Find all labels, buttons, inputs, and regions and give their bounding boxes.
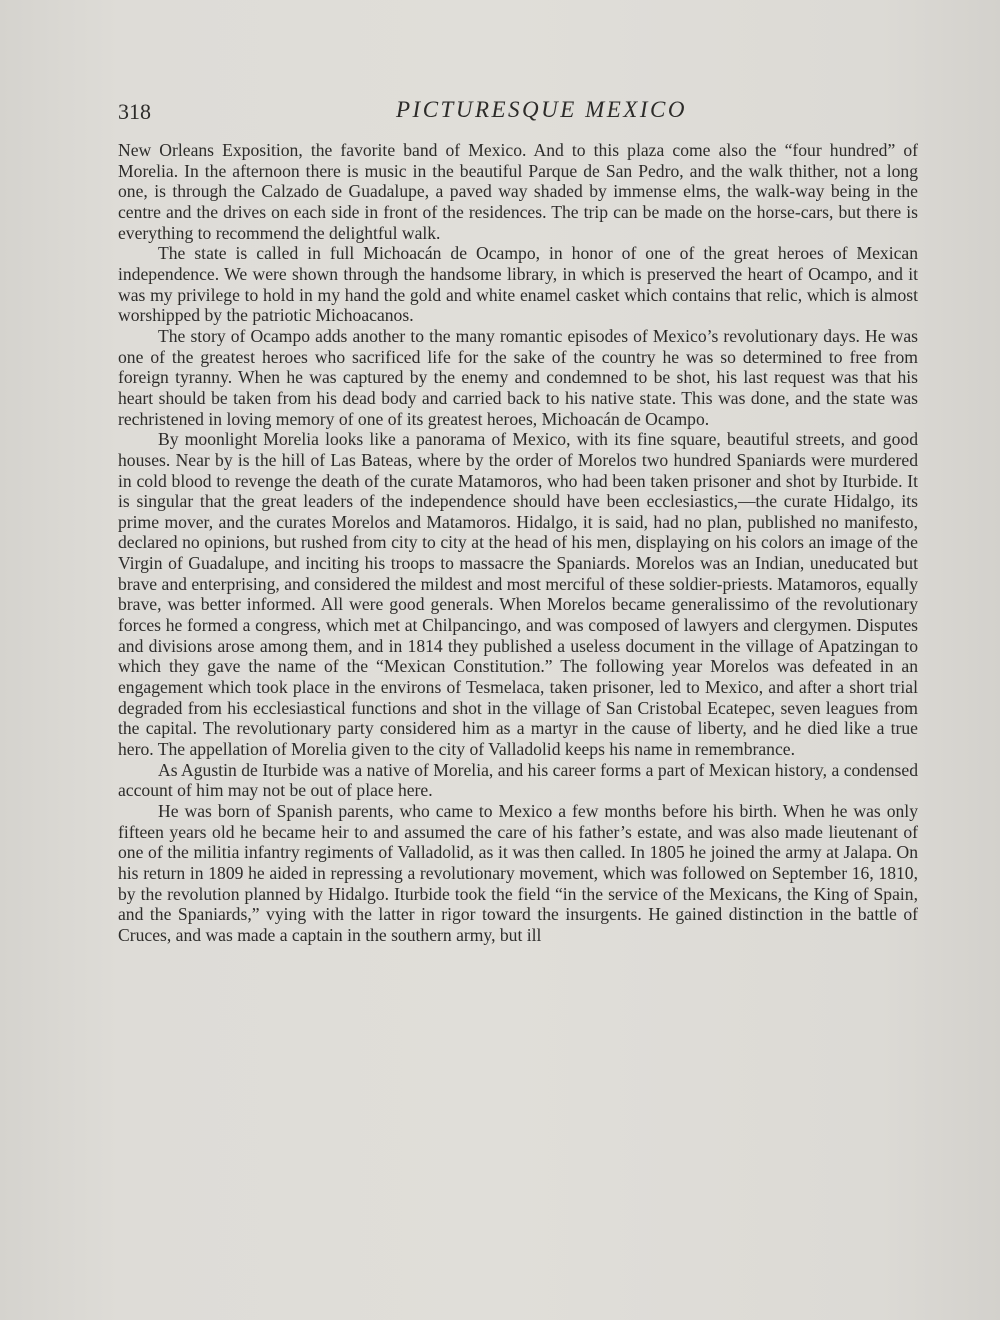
running-head [118, 95, 918, 129]
paragraph-michoacan-name: The state is called in full Michoacán de Ocampo, in honor of one of the great heroes of Mexican independence. We were shown through the handsome library, in which is preserved the heart of Ocampo, and it was my privilege to hold in my hand the gold and white enamel casket which contains that relic, which is almost worshipped by the patriotic Michoacanos. [118, 243, 918, 326]
page-number: 318 [118, 99, 151, 124]
paragraph-ocampo-story: The story of Ocampo adds another to the many romantic episodes of Mexico’s revolutionary days. He was one of the greatest heroes who sacrificed life for the sake of the country he was so determined to free from foreign tyranny. When he was captured by the enemy and condemned to be shot, his last request was that his heart should be taken from his dead body and carried back to his native state. This was done, and the state was rechristened in loving memory of one of its greatest heroes, Michoacán de Ocampo. [118, 325, 918, 429]
paragraph-iturbide-career: He was born of Spanish parents, who came to Mexico a few months before his birth. When he was only fifteen years old he became heir to and assumed the care of his father’s estate, and was also made lieutenant of one of the militia infantry regiments of Valladolid, as it was then called. In 1805 he joined the army at Jalapa. On his return in 1809 he aided in repressing a revolutionary movement, which was followed on September 16, 1810, by the revolution planned by Hidalgo. Iturbide took the field “in the service of the Mexicans, the King of Spain, and the Spaniards,” vying with the latter in rigor toward the insurgents. He gained distinction in the battle of Cruces, and was made a captain in the southern army, but ill [118, 801, 918, 945]
running-title: PICTURESQUE MEXICO [396, 97, 687, 122]
paragraph-continued: New Orleans Exposition, the favorite band of Mexico. And to this plaza come also the “four hundred” of Morelia. In the afternoon there is music in the beautiful Parque de San Pedro, and the walk thither, not a long one, is through the Calzado de Guadalupe, a paved way shaded by immense elms, the walk-way being in the centre and the drives on each side in front of the residences. The trip can be made on the horse-cars, but there is everything to recommend the delightful walk. [118, 140, 918, 243]
paragraph-morelia-moonlight: By moonlight Morelia looks like a panorama of Mexico, with its fine square, beautiful streets, and good houses. Near by is the hill of Las Bateas, where by the order of Morelos two hundred Spaniards were murdered in cold blood to revenge the death of the curate Matamoros, who had been taken prisoner and shot by Iturbide. It is singular that the great leaders of the independence should have been ecclesiastics,—the curate Hidalgo, its prime mover, and the curates Morelos and Matamoros. Hidalgo, it is said, had no plan, published no manifesto, declared no opinions, but rushed from city to city at the head of his men, displaying on his colors an image of the Virgin of Guadalupe, and inciting his troops to massacre the Spaniards. Morelos was an Indian, uneducated but brave and enterprising, and considered the mildest and most merciful of these soldier-priests. Matamoros, equally brave, was better informed. All were good generals. When Morelos became generalissimo of the revolutionary forces he formed a congress, which met at Chilpancingo, and was composed of lawyers and clergymen. Disputes and divisions arose among them, and in 1814 they published a useless document in the village of Apatzingan to which they gave the name of the “Mexican Constitution.” The following year Morelos was defeated in an engagement which took place in the environs of Tesmelaca, taken prisoner, led to Mexico, and after a short trial degraded from his ecclesiastical functions and shot in the village of San Cristobal Ecatepec, seven leagues from the capital. The revolutionary party considered him as a martyr in the cause of liberty, and he died like a true hero. The appellation of Morelia given to the city of Valladolid keeps his name in remembrance. [118, 429, 918, 760]
body-text [118, 140, 918, 946]
paragraph-iturbide-intro: As Agustin de Iturbide was a native of Morelia, and his career forms a part of Mexican history, a condensed account of him may not be out of place here. [118, 759, 918, 801]
